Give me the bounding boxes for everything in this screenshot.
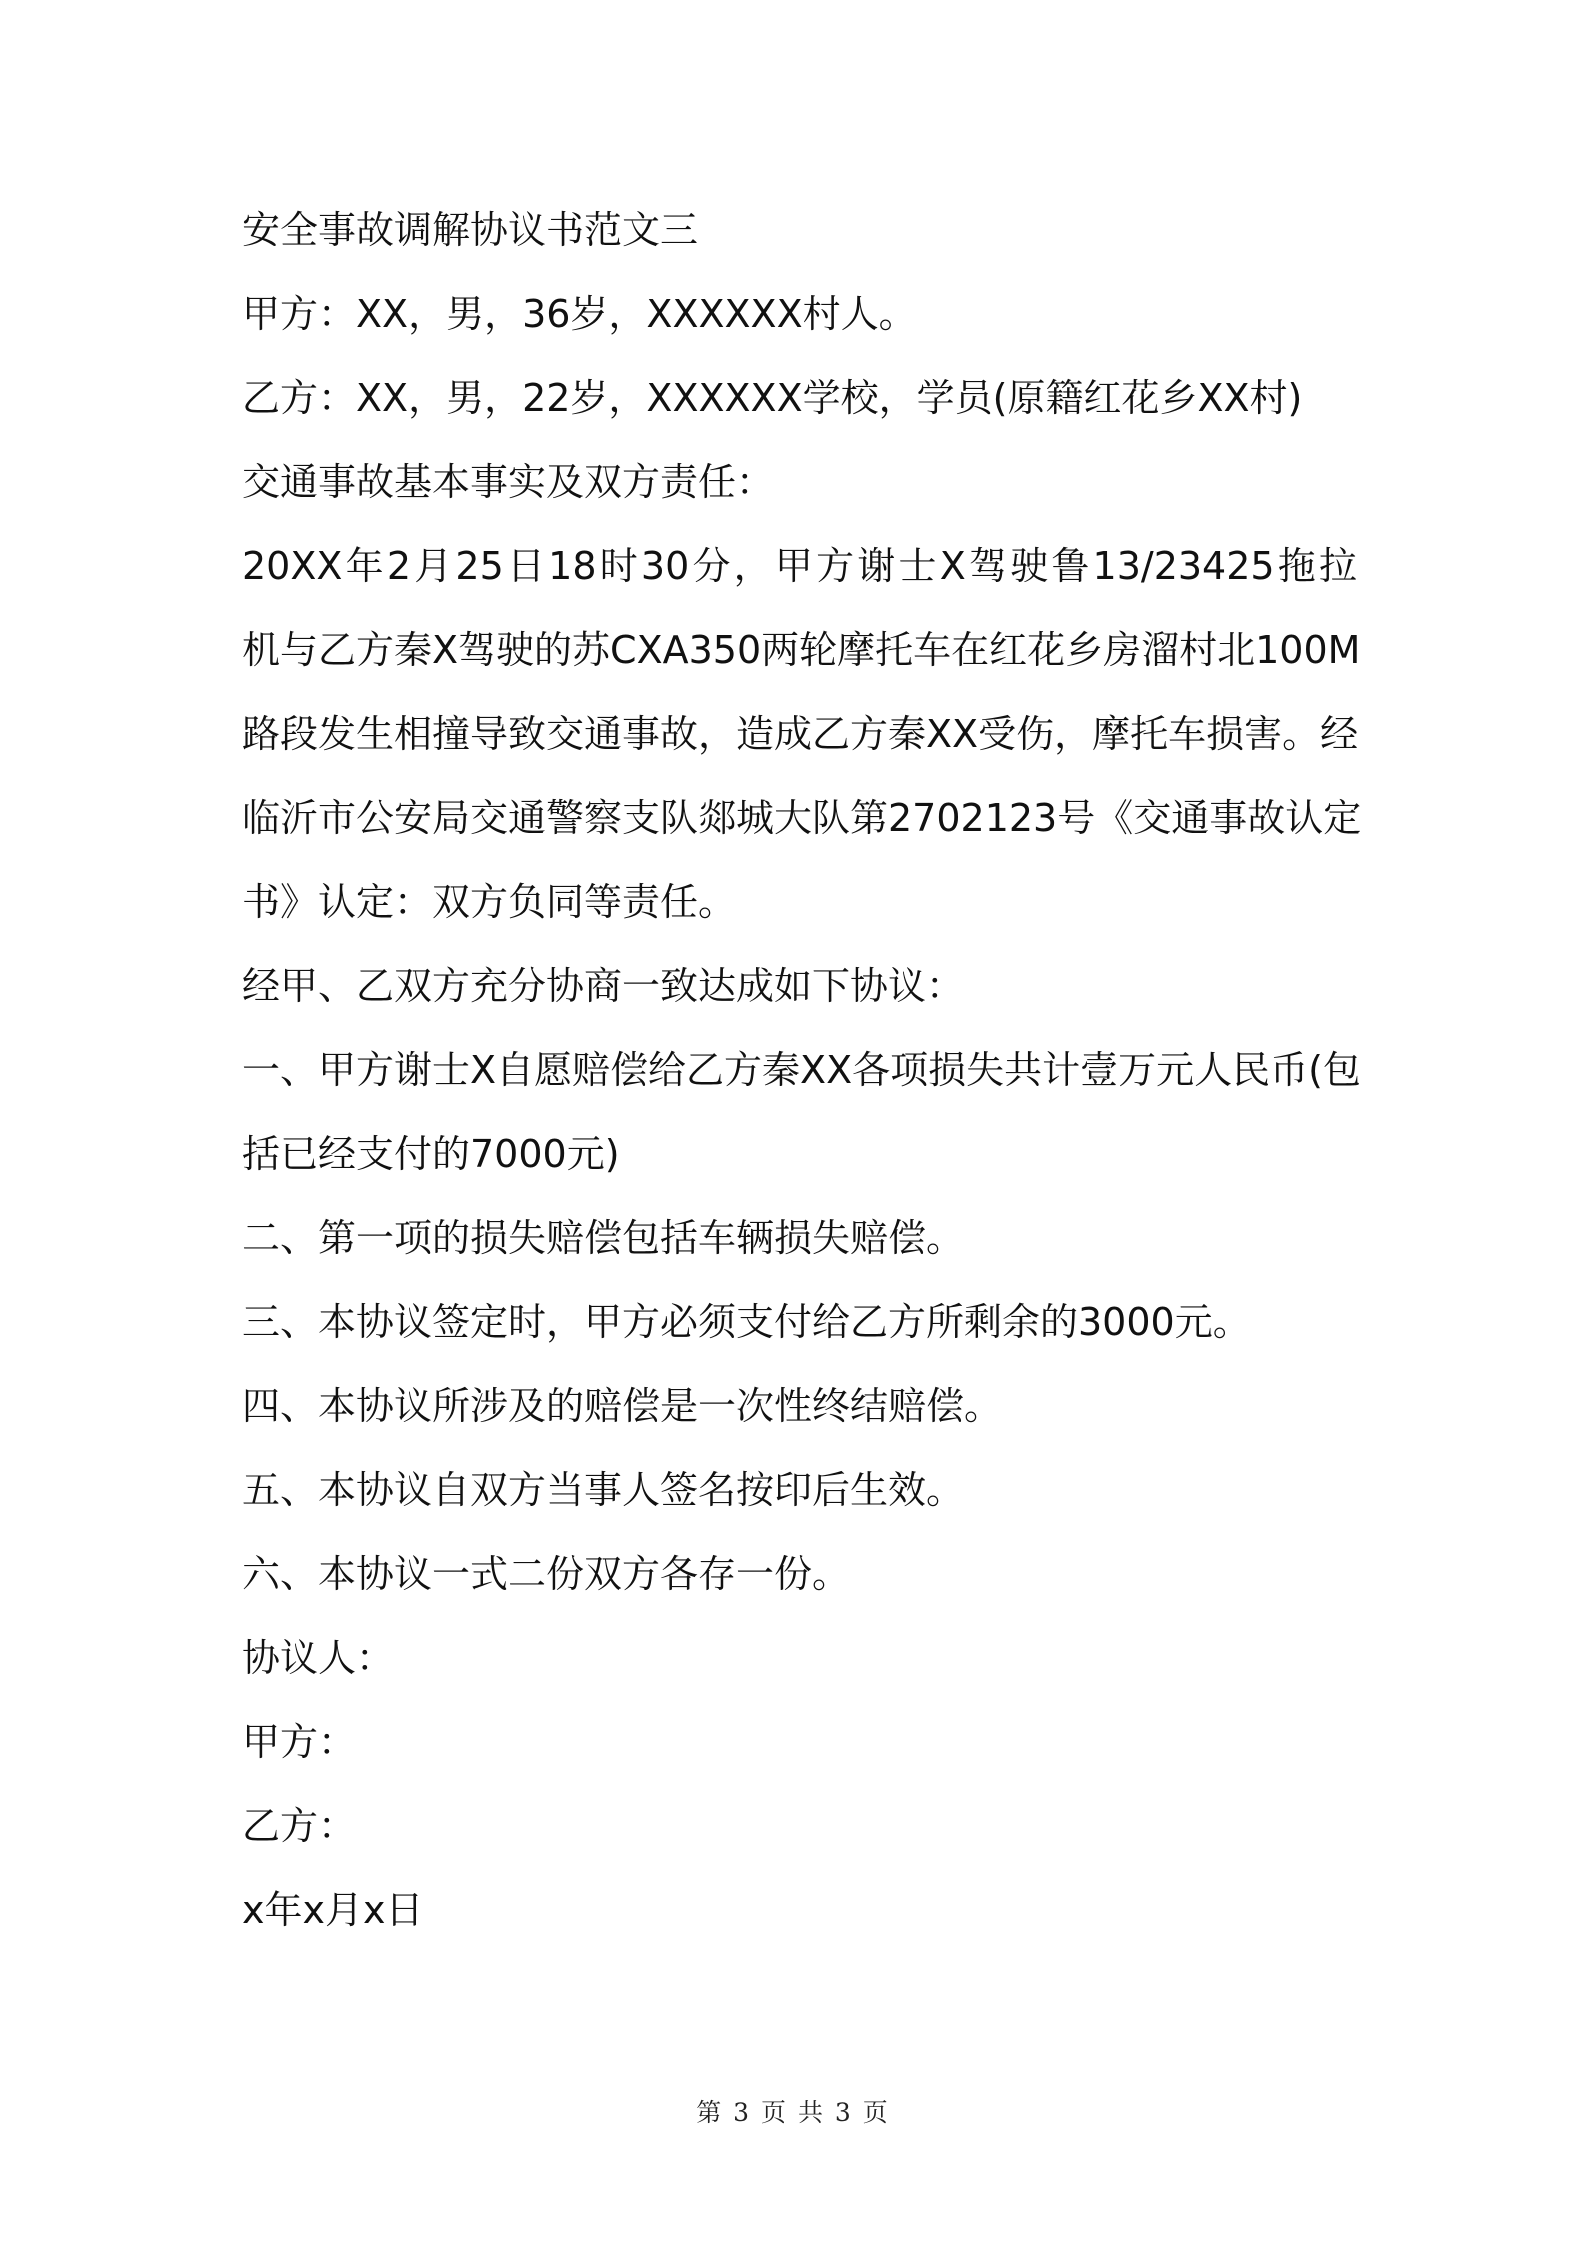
signatories-label: 协议人： <box>242 1636 395 1680</box>
sign-party-b: 乙方： <box>242 1804 357 1848</box>
facts-line-5: 书》认定：双方负同等责任。 <box>242 880 737 924</box>
facts-line-1: 20XX年2月25日18时30分，甲方谢士X驾驶鲁13/23425拖拉 <box>242 544 1357 588</box>
facts-line-2: 机与乙方秦X驾驶的苏CXA350两轮摩托车在红花乡房溜村北100M <box>242 628 1361 672</box>
clause-2: 二、第一项的损失赔偿包括车辆损失赔偿。 <box>242 1216 965 1260</box>
facts-line-4: 临沂市公安局交通警察支队郯城大队第2702123号《交通事故认定 <box>242 796 1362 840</box>
clause-1-line-1: 一、甲方谢士X自愿赔偿给乙方秦XX各项损失共计壹万元人民币(包 <box>242 1048 1361 1092</box>
agreement-intro: 经甲、乙双方充分协商一致达成如下协议： <box>242 964 965 1008</box>
sign-party-a: 甲方： <box>242 1720 357 1764</box>
document-title: 安全事故调解协议书范文三 <box>242 208 699 252</box>
party-a-info: 甲方：XX，男，36岁，XXXXXX村人。 <box>242 292 917 336</box>
party-b-info: 乙方：XX，男，22岁，XXXXXX学校，学员(原籍红花乡XX村) <box>242 376 1303 420</box>
clause-6: 六、本协议一式二份双方各存一份。 <box>242 1552 851 1596</box>
facts-heading: 交通事故基本事实及双方责任： <box>242 460 775 504</box>
clause-4: 四、本协议所涉及的赔偿是一次性终结赔偿。 <box>242 1384 1003 1428</box>
page-number-footer: 第 3 页 共 3 页 <box>696 2098 890 2127</box>
facts-line-3: 路段发生相撞导致交通事故，造成乙方秦XX受伤，摩托车损害。经 <box>242 712 1359 756</box>
clause-1-line-2: 括已经支付的7000元) <box>242 1132 620 1176</box>
clause-5: 五、本协议自双方当事人签名按印后生效。 <box>242 1468 965 1512</box>
date-line: x年x月x日 <box>242 1888 424 1932</box>
clause-3: 三、本协议签定时，甲方必须支付给乙方所剩余的3000元。 <box>242 1300 1251 1344</box>
